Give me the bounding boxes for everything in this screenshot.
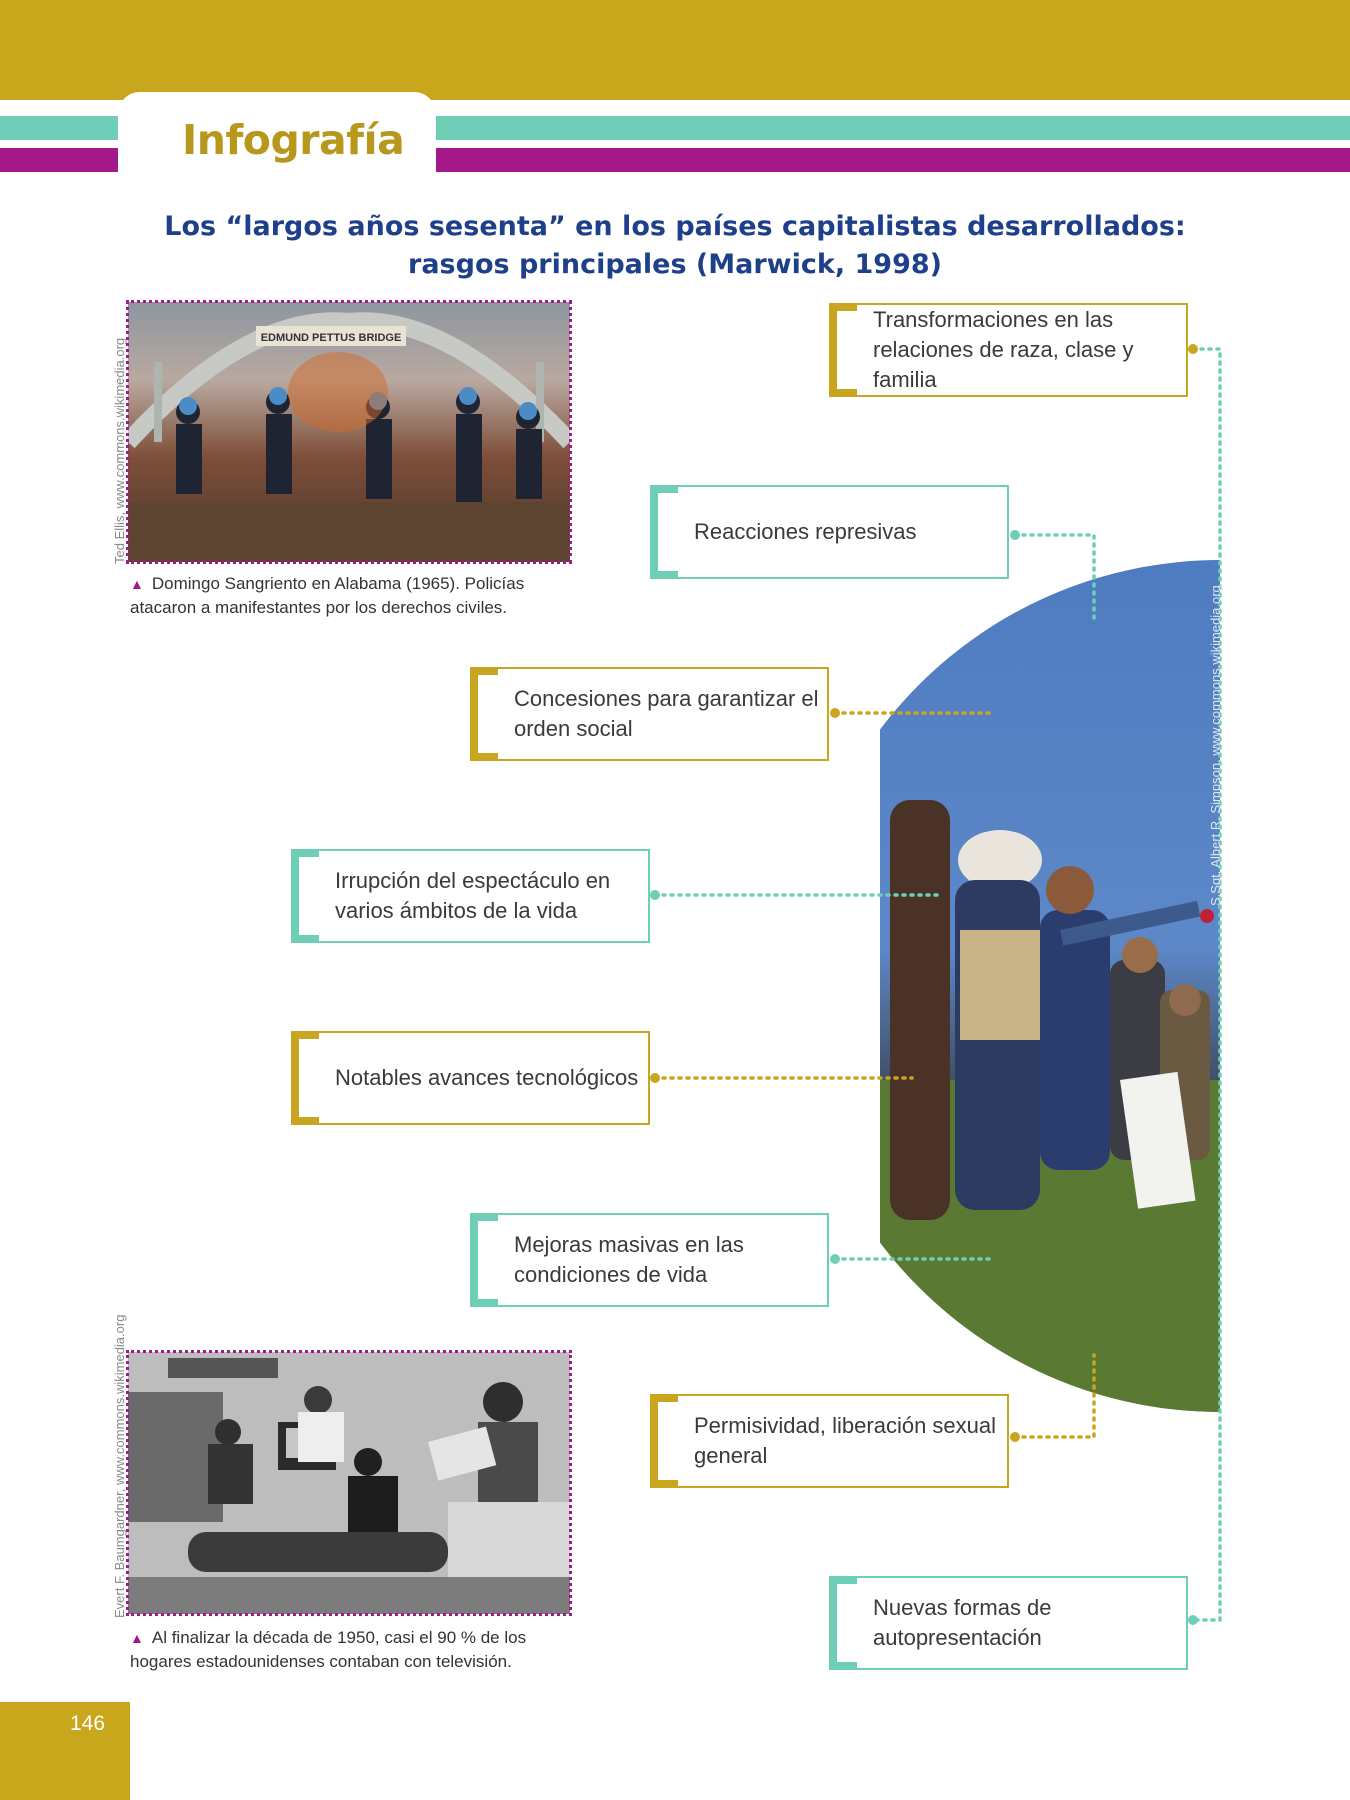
bridge-sign-text: EDMUND PETTUS BRIDGE	[260, 332, 402, 344]
feature-text: Reacciones represivas	[694, 519, 917, 544]
triangle-icon: ▲	[130, 576, 144, 592]
photo-credit-circle: S.Sgt. Albert R. Simpson, www.commons.wikimedia.org	[1208, 585, 1223, 906]
caption-top-line-1: Domingo Sangriento en Alabama (1965). Policías	[151, 574, 525, 593]
feature-text: Nuevas formas de autopresentación	[873, 1595, 1052, 1650]
feature-box-permisividad	[650, 1394, 1009, 1488]
triangle-icon: ▲	[130, 1630, 144, 1646]
feature-text: Transformaciones en las relaciones de raza, clase y familia	[873, 307, 1134, 392]
title-line-1: Los “largos años sesenta” en los países capitalistas desarrollados:	[164, 211, 1186, 242]
page-number: 146	[70, 1712, 106, 1735]
photo-credit-top: Ted Ellis, www.commons.wikimedia.org	[112, 337, 127, 564]
photo-credit-bottom: Evert F. Baumgardner, www.commons.wikimedia.org	[112, 1314, 127, 1618]
feature-box-concesiones	[470, 667, 829, 761]
protest-photo	[880, 560, 1220, 1420]
caption-top-line-2: atacaron a manifestantes por los derechos civiles.	[130, 598, 508, 617]
feature-text: Permisividad, liberación sexual general	[694, 1413, 997, 1468]
feature-text: Irrupción del espectáculo en varios ámbitos de la vida	[335, 868, 611, 923]
feature-text: Mejoras masivas en las condiciones de vida	[514, 1232, 744, 1287]
caption-bottom-line-2: hogares estadounidenses contaban con televisión.	[130, 1652, 512, 1671]
caption-bottom	[130, 1626, 590, 1674]
feature-box-mejoras	[470, 1213, 829, 1307]
feature-box-autopresentacion	[829, 1576, 1188, 1670]
feature-box-irrupcion	[291, 849, 650, 943]
feature-box-avances	[291, 1031, 650, 1125]
caption-bottom-line-1: Al finalizar la década de 1950, casi el 90 % de los	[151, 1628, 527, 1647]
caption-top	[130, 572, 590, 620]
feature-text: Concesiones para garantizar el orden social	[514, 686, 819, 741]
photo-frame-bottom	[126, 1350, 572, 1616]
photo-frame-top	[126, 300, 572, 564]
feature-text: Notables avances tecnológicos	[335, 1065, 639, 1090]
feature-box-transformaciones	[829, 303, 1188, 397]
page-number-tab	[0, 1702, 130, 1800]
section-label: Infografía	[182, 116, 405, 164]
title-line-2: rasgos principales (Marwick, 1998)	[408, 249, 942, 280]
feature-box-reacciones	[650, 485, 1009, 579]
